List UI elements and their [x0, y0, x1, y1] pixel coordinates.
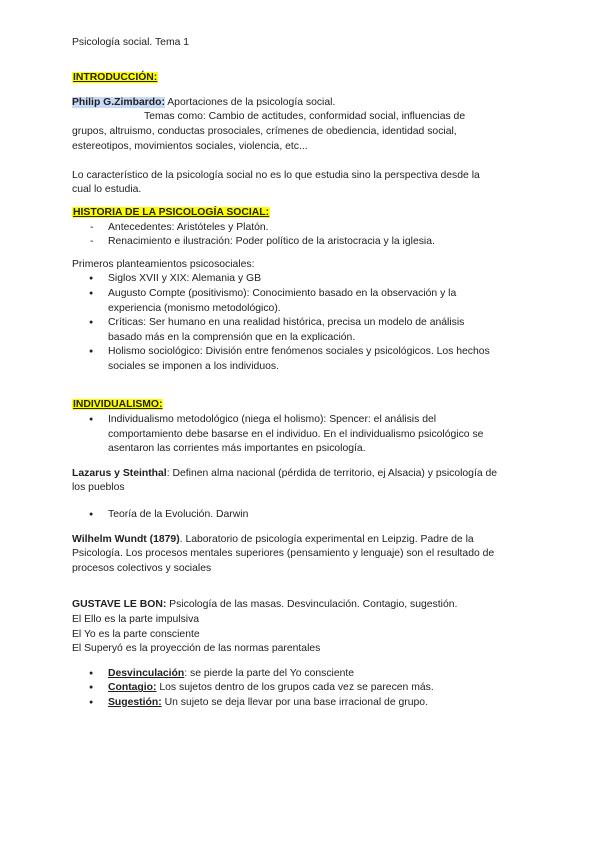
wundt-line: Wilhelm Wundt (1879). Laboratorio de psicología experimental en Leipzig. Padre de la [72, 533, 474, 545]
list-item: - Renacimiento e ilustración: Poder político de la aristocracia y la iglesia. [72, 235, 528, 250]
individualism-heading: INDIVIDUALISMO: [73, 399, 163, 411]
topics-line-3: estereotipos, movimientos sociales, violencia, etc... [72, 140, 308, 152]
list-item: ● Contagio: Los sujetos dentro de los grupos cada vez se parecen más. [72, 681, 528, 696]
lazarus-line: Lazarus y Steinthal: Definen alma nacional (pérdida de territorio, ej Alsacia) y psicología de [72, 467, 498, 479]
list-item: ● Desvinculación: se pierde la parte del Yo consciente [72, 667, 528, 682]
zimbardo-name: Philip G.Zimbardo: [72, 96, 165, 108]
list-item: ● Críticas: Ser humano en una realidad histórica, precisa un modelo de análisis basado más en la comprensión que en la explicación. [72, 316, 528, 345]
list-item: ● Teoría de la Evolución. Darwin [72, 508, 528, 523]
list-item: ● Siglos XVII y XIX: Alemania y GB [72, 272, 528, 287]
evolution-list [72, 508, 528, 523]
list-item: ● Holismo sociológico: División entre fenómenos sociales y psicológicos. Los hechos sociales se imponen a los individuos. [72, 345, 528, 374]
list-item: ● Augusto Compte (positivismo): Conocimiento basado en la observación y la experiencia (monismo metodológico). [72, 287, 528, 316]
wundt-line-2: Psicología. Los procesos mentales superiores (pensamiento y lenguaje) son el resultado de [72, 548, 495, 560]
topics-line-2: grupos, altruismo, conductas prosociales, crímenes de obediencia, identidad social, [72, 125, 457, 137]
lebon-list [72, 667, 528, 711]
wundt-line-3: procesos colectivos y sociales [72, 562, 212, 574]
lebon-line: GUSTAVE LE BON: Psicología de las masas. Desvinculación. Contagio, sugestión. [72, 599, 458, 611]
lazarus-line-2: los pueblos [72, 482, 125, 494]
wundt-name: Wilhelm Wundt (1879) [72, 533, 180, 545]
zimbardo-line [72, 96, 528, 111]
yo-line: El Yo es la parte consciente [72, 628, 200, 640]
characteristic-line-2: cual lo estudia. [72, 184, 142, 196]
history-heading: HISTORIA DE LA PSICOLOGÍA SOCIAL: [73, 206, 270, 218]
list-item: - Antecedentes: Aristóteles y Platón. [72, 221, 528, 236]
characteristic-line-1: Lo característico de la psicología social no es lo que estudia sino la perspectiva desde la [72, 169, 480, 181]
topics-line-1: Temas como: Cambio de actitudes, conformidad social, influencias de [144, 111, 466, 123]
list-item: ● Sugestión: Un sujeto se deja llevar por una base irracional de grupo. [72, 696, 528, 711]
history-dash-list [72, 221, 528, 250]
document-page [72, 36, 528, 711]
approaches-list [72, 272, 528, 374]
lebon-name: GUSTAVE LE BON: [72, 599, 167, 611]
first-approaches: Primeros planteamientos psicosociales: [72, 258, 255, 270]
lazarus-name: Lazarus y Steinthal [72, 467, 167, 479]
intro-heading: INTRODUCCIÓN: [73, 72, 158, 84]
list-item: ● Individualismo metodológico (niega el holismo): Spencer: el análisis del comportamiento debe basarse en el individuo. En el individualismo psicológico se asentaron las corrientes más importantes en psicología. [72, 413, 528, 457]
page-header: Psicología social. Tema 1 [72, 37, 190, 48]
ello-line: El Ello es la parte impulsiva [72, 614, 200, 625]
individualism-list [72, 413, 528, 457]
superyo-line: El Superyó es la proyección de las normas parentales [72, 643, 321, 655]
zimbardo-text: Aportaciones de la psicología social. [164, 96, 336, 108]
